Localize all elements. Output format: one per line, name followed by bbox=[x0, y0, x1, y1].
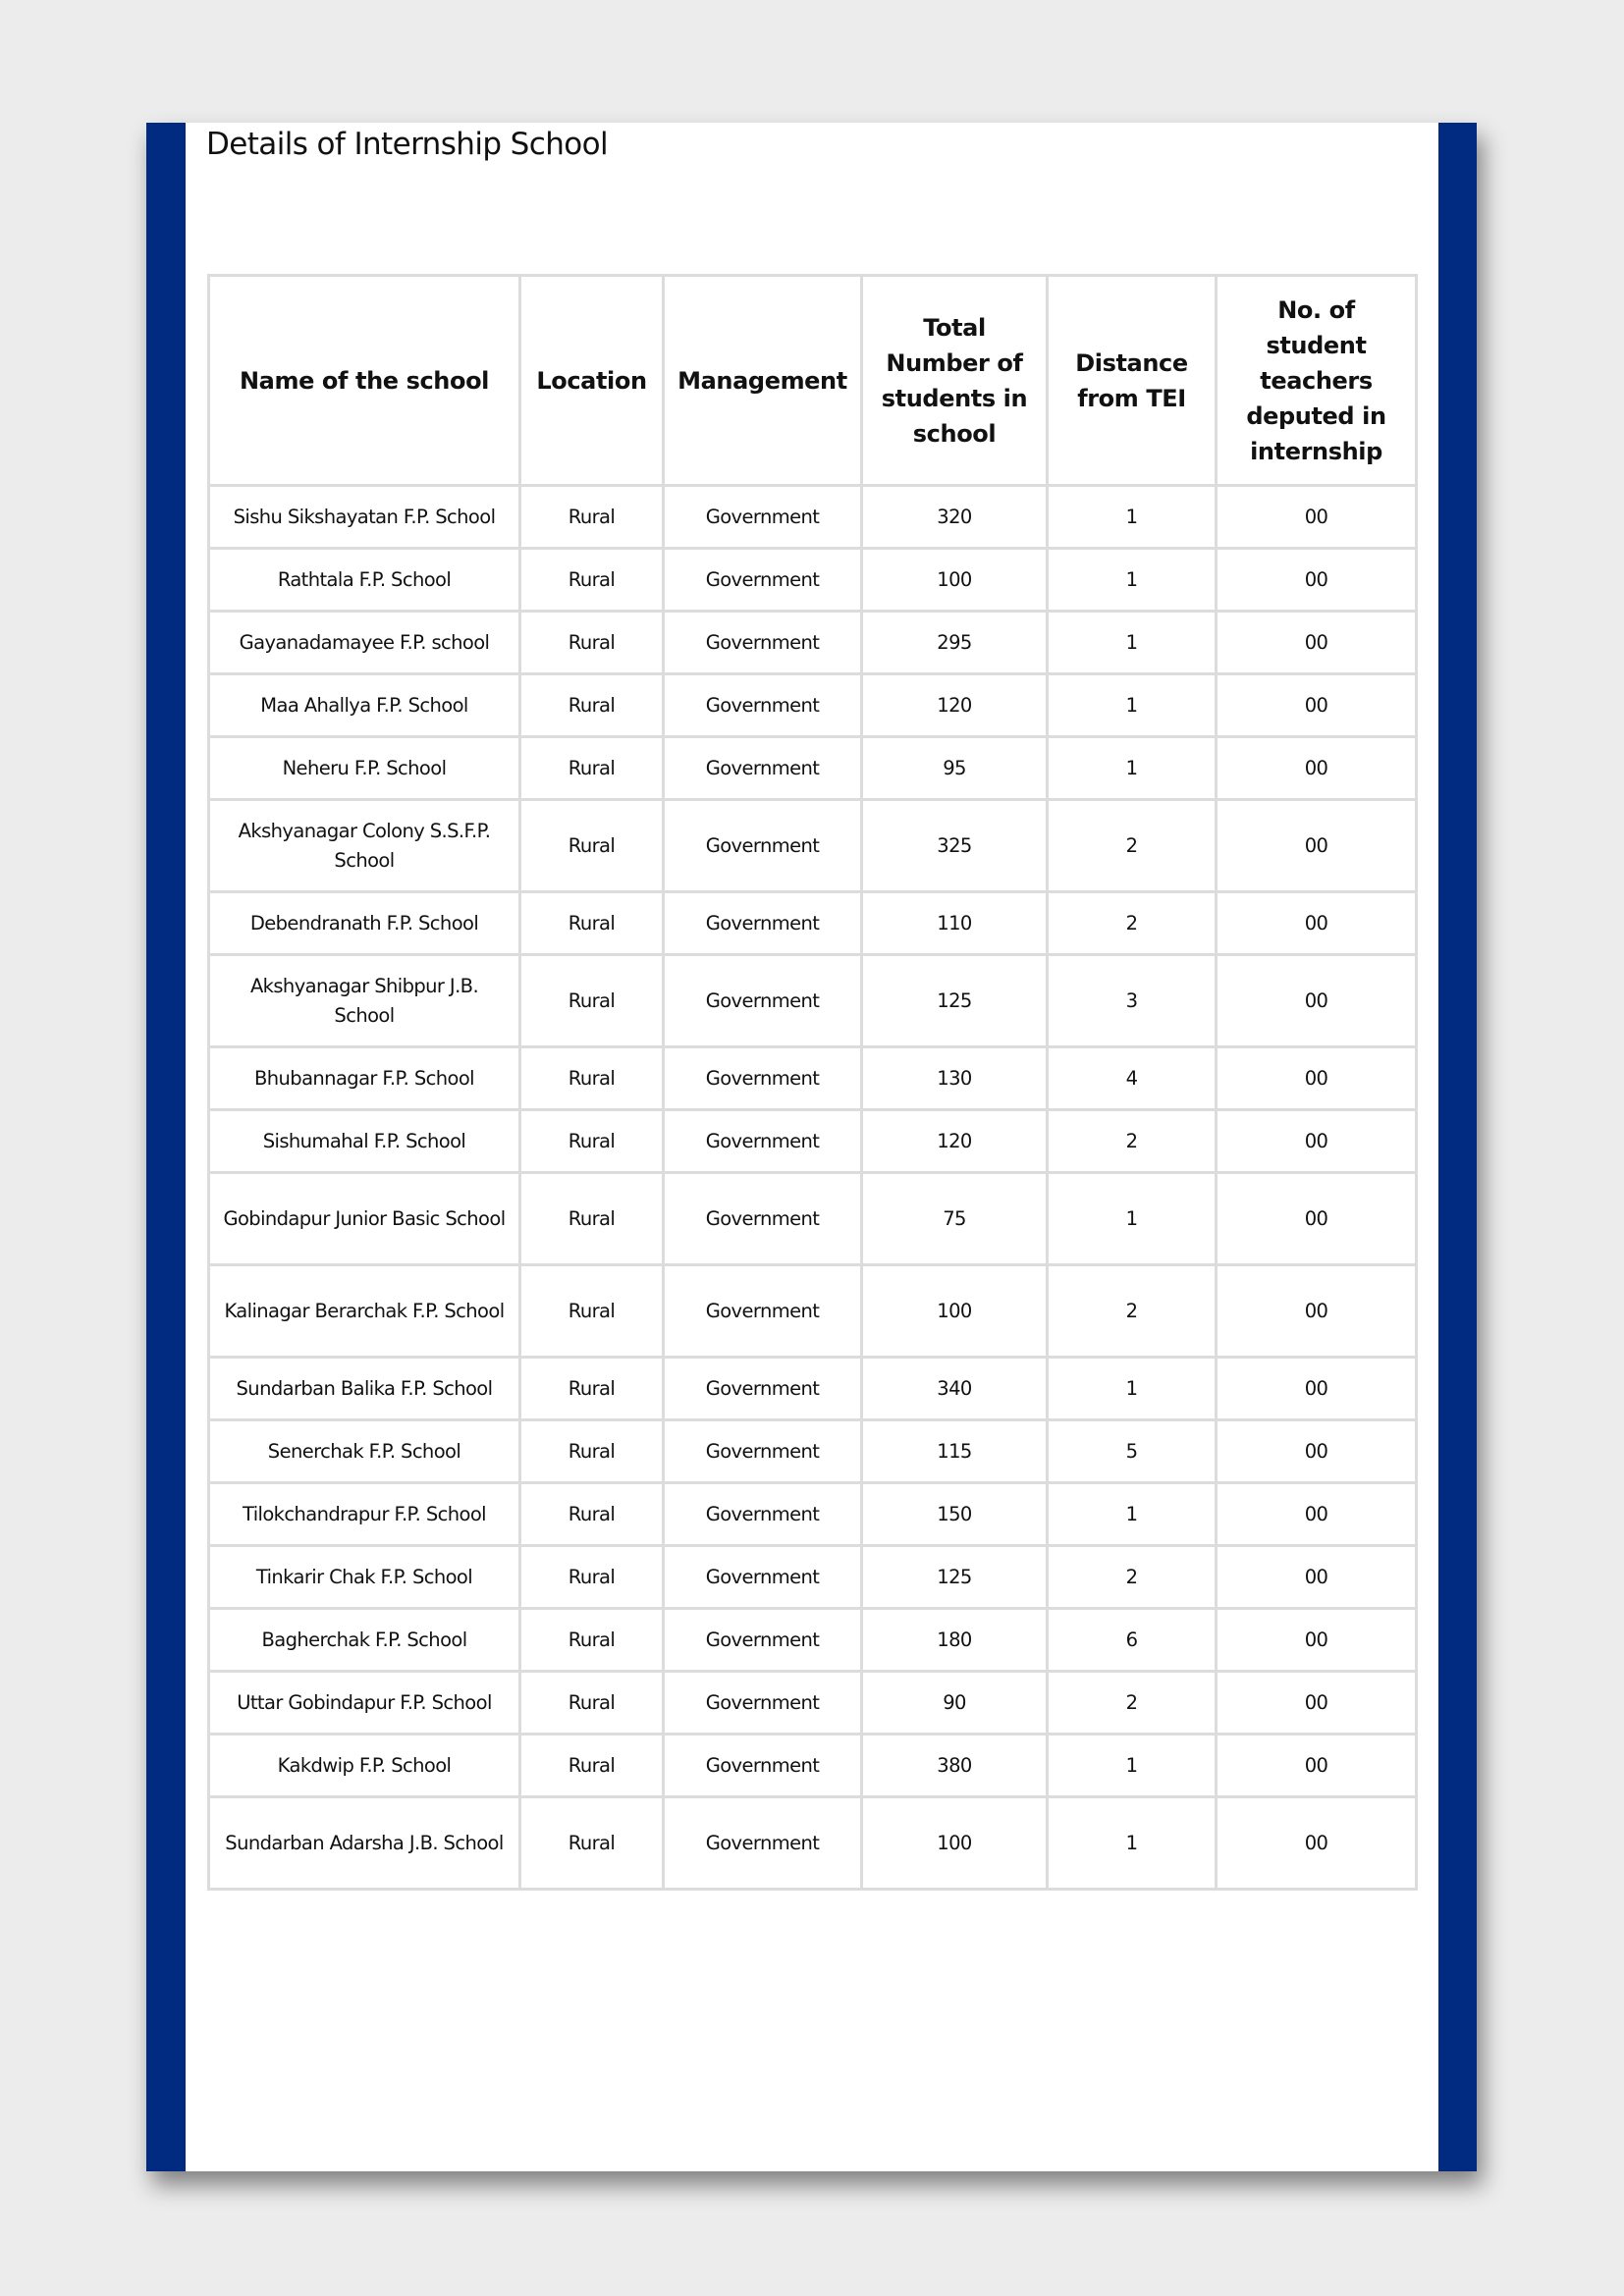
cell-location: Rural bbox=[520, 737, 664, 800]
cell-location: Rural bbox=[520, 1609, 664, 1672]
cell-location: Rural bbox=[520, 800, 664, 892]
header-deputed: No. of student teachers deputed in internship bbox=[1217, 276, 1417, 486]
header-location: Location bbox=[520, 276, 664, 486]
table-row bbox=[209, 486, 1417, 549]
cell-deputed: 00 bbox=[1217, 1672, 1417, 1735]
cell-total-students: 100 bbox=[862, 549, 1048, 612]
cell-distance: 2 bbox=[1048, 892, 1217, 955]
cell-management: Government bbox=[664, 486, 862, 549]
cell-total-students: 130 bbox=[862, 1047, 1048, 1110]
table-row bbox=[209, 1110, 1417, 1173]
cell-distance: 3 bbox=[1048, 955, 1217, 1047]
cell-school-name: Maa Ahallya F.P. School bbox=[209, 674, 520, 737]
cell-total-students: 120 bbox=[862, 674, 1048, 737]
cell-total-students: 150 bbox=[862, 1483, 1048, 1546]
table-row bbox=[209, 612, 1417, 674]
cell-distance: 6 bbox=[1048, 1609, 1217, 1672]
cell-management: Government bbox=[664, 892, 862, 955]
cell-total-students: 295 bbox=[862, 612, 1048, 674]
cell-management: Government bbox=[664, 1110, 862, 1173]
cell-school-name: Sishu Sikshayatan F.P. School bbox=[209, 486, 520, 549]
cell-deputed: 00 bbox=[1217, 1420, 1417, 1483]
cell-total-students: 340 bbox=[862, 1358, 1048, 1420]
cell-location: Rural bbox=[520, 1672, 664, 1735]
cell-management: Government bbox=[664, 1609, 862, 1672]
cell-total-students: 380 bbox=[862, 1735, 1048, 1797]
cell-total-students: 75 bbox=[862, 1173, 1048, 1265]
table-row bbox=[209, 549, 1417, 612]
cell-distance: 5 bbox=[1048, 1420, 1217, 1483]
cell-school-name: Neheru F.P. School bbox=[209, 737, 520, 800]
left-side-bar bbox=[146, 123, 186, 2171]
cell-management: Government bbox=[664, 1358, 862, 1420]
table-row bbox=[209, 1420, 1417, 1483]
cell-deputed: 00 bbox=[1217, 1265, 1417, 1358]
right-side-bar bbox=[1438, 123, 1477, 2171]
cell-school-name: Debendranath F.P. School bbox=[209, 892, 520, 955]
cell-distance: 2 bbox=[1048, 800, 1217, 892]
cell-school-name: Tilokchandrapur F.P. School bbox=[209, 1483, 520, 1546]
cell-location: Rural bbox=[520, 892, 664, 955]
cell-distance: 1 bbox=[1048, 737, 1217, 800]
table-row bbox=[209, 1672, 1417, 1735]
cell-management: Government bbox=[664, 1672, 862, 1735]
cell-school-name: Sishumahal F.P. School bbox=[209, 1110, 520, 1173]
cell-school-name: Bhubannagar F.P. School bbox=[209, 1047, 520, 1110]
cell-deputed: 00 bbox=[1217, 1735, 1417, 1797]
table-row bbox=[209, 1609, 1417, 1672]
cell-school-name: Uttar Gobindapur F.P. School bbox=[209, 1672, 520, 1735]
cell-management: Government bbox=[664, 674, 862, 737]
cell-total-students: 100 bbox=[862, 1797, 1048, 1890]
cell-location: Rural bbox=[520, 612, 664, 674]
cell-deputed: 00 bbox=[1217, 486, 1417, 549]
cell-management: Government bbox=[664, 612, 862, 674]
header-school-name: Name of the school bbox=[209, 276, 520, 486]
cell-management: Government bbox=[664, 955, 862, 1047]
cell-total-students: 110 bbox=[862, 892, 1048, 955]
cell-location: Rural bbox=[520, 1047, 664, 1110]
cell-location: Rural bbox=[520, 1797, 664, 1890]
table-row bbox=[209, 1173, 1417, 1265]
cell-deputed: 00 bbox=[1217, 892, 1417, 955]
cell-management: Government bbox=[664, 1546, 862, 1609]
cell-distance: 1 bbox=[1048, 486, 1217, 549]
cell-location: Rural bbox=[520, 486, 664, 549]
cell-distance: 2 bbox=[1048, 1672, 1217, 1735]
cell-deputed: 00 bbox=[1217, 1483, 1417, 1546]
table-row bbox=[209, 1546, 1417, 1609]
cell-school-name: Gobindapur Junior Basic School bbox=[209, 1173, 520, 1265]
cell-school-name: Tinkarir Chak F.P. School bbox=[209, 1546, 520, 1609]
cell-distance: 1 bbox=[1048, 1358, 1217, 1420]
cell-total-students: 95 bbox=[862, 737, 1048, 800]
cell-distance: 1 bbox=[1048, 674, 1217, 737]
cell-distance: 1 bbox=[1048, 549, 1217, 612]
table-row bbox=[209, 1265, 1417, 1358]
table-row bbox=[209, 1735, 1417, 1797]
cell-deputed: 00 bbox=[1217, 549, 1417, 612]
cell-deputed: 00 bbox=[1217, 1609, 1417, 1672]
table-row bbox=[209, 1797, 1417, 1890]
cell-management: Government bbox=[664, 1483, 862, 1546]
cell-deputed: 00 bbox=[1217, 1546, 1417, 1609]
cell-school-name: Akshyanagar Colony S.S.F.P. School bbox=[209, 800, 520, 892]
cell-distance: 1 bbox=[1048, 1797, 1217, 1890]
table-header-row bbox=[209, 276, 1417, 486]
cell-school-name: Kalinagar Berarchak F.P. School bbox=[209, 1265, 520, 1358]
cell-management: Government bbox=[664, 1047, 862, 1110]
table-row bbox=[209, 892, 1417, 955]
cell-location: Rural bbox=[520, 1483, 664, 1546]
document-page bbox=[146, 123, 1477, 2171]
cell-deputed: 00 bbox=[1217, 1110, 1417, 1173]
table-row bbox=[209, 737, 1417, 800]
cell-management: Government bbox=[664, 1735, 862, 1797]
cell-school-name: Sundarban Balika F.P. School bbox=[209, 1358, 520, 1420]
cell-total-students: 120 bbox=[862, 1110, 1048, 1173]
cell-location: Rural bbox=[520, 1420, 664, 1483]
cell-deputed: 00 bbox=[1217, 612, 1417, 674]
cell-location: Rural bbox=[520, 1735, 664, 1797]
cell-total-students: 90 bbox=[862, 1672, 1048, 1735]
table-row bbox=[209, 800, 1417, 892]
cell-management: Government bbox=[664, 800, 862, 892]
cell-deputed: 00 bbox=[1217, 1358, 1417, 1420]
table-row bbox=[209, 955, 1417, 1047]
cell-total-students: 180 bbox=[862, 1609, 1048, 1672]
cell-distance: 1 bbox=[1048, 1483, 1217, 1546]
cell-management: Government bbox=[664, 549, 862, 612]
cell-deputed: 00 bbox=[1217, 737, 1417, 800]
cell-total-students: 325 bbox=[862, 800, 1048, 892]
cell-location: Rural bbox=[520, 955, 664, 1047]
cell-management: Government bbox=[664, 1173, 862, 1265]
cell-deputed: 00 bbox=[1217, 1797, 1417, 1890]
cell-total-students: 100 bbox=[862, 1265, 1048, 1358]
cell-location: Rural bbox=[520, 1173, 664, 1265]
header-distance: Distance from TEI bbox=[1048, 276, 1217, 486]
cell-distance: 1 bbox=[1048, 1173, 1217, 1265]
cell-distance: 2 bbox=[1048, 1110, 1217, 1173]
cell-management: Government bbox=[664, 737, 862, 800]
cell-school-name: Gayanadamayee F.P. school bbox=[209, 612, 520, 674]
cell-distance: 2 bbox=[1048, 1546, 1217, 1609]
cell-deputed: 00 bbox=[1217, 1173, 1417, 1265]
cell-distance: 1 bbox=[1048, 612, 1217, 674]
cell-management: Government bbox=[664, 1265, 862, 1358]
header-total-students: Total Number of students in school bbox=[862, 276, 1048, 486]
cell-total-students: 125 bbox=[862, 1546, 1048, 1609]
cell-school-name: Senerchak F.P. School bbox=[209, 1420, 520, 1483]
cell-deputed: 00 bbox=[1217, 1047, 1417, 1110]
cell-deputed: 00 bbox=[1217, 674, 1417, 737]
cell-distance: 2 bbox=[1048, 1265, 1217, 1358]
cell-school-name: Akshyanagar Shibpur J.B. School bbox=[209, 955, 520, 1047]
table-row bbox=[209, 674, 1417, 737]
cell-location: Rural bbox=[520, 549, 664, 612]
cell-school-name: Bagherchak F.P. School bbox=[209, 1609, 520, 1672]
cell-management: Government bbox=[664, 1420, 862, 1483]
internship-schools-table bbox=[207, 274, 1418, 1891]
cell-deputed: 00 bbox=[1217, 955, 1417, 1047]
cell-total-students: 125 bbox=[862, 955, 1048, 1047]
cell-location: Rural bbox=[520, 1110, 664, 1173]
cell-total-students: 320 bbox=[862, 486, 1048, 549]
cell-total-students: 115 bbox=[862, 1420, 1048, 1483]
cell-distance: 4 bbox=[1048, 1047, 1217, 1110]
cell-location: Rural bbox=[520, 1265, 664, 1358]
cell-distance: 1 bbox=[1048, 1735, 1217, 1797]
page-title: Details of Internship School bbox=[206, 127, 608, 162]
header-management: Management bbox=[664, 276, 862, 486]
table-row bbox=[209, 1358, 1417, 1420]
table-row bbox=[209, 1047, 1417, 1110]
cell-location: Rural bbox=[520, 1358, 664, 1420]
table-row bbox=[209, 1483, 1417, 1546]
cell-school-name: Rathtala F.P. School bbox=[209, 549, 520, 612]
cell-management: Government bbox=[664, 1797, 862, 1890]
cell-deputed: 00 bbox=[1217, 800, 1417, 892]
cell-school-name: Kakdwip F.P. School bbox=[209, 1735, 520, 1797]
cell-location: Rural bbox=[520, 674, 664, 737]
cell-school-name: Sundarban Adarsha J.B. School bbox=[209, 1797, 520, 1890]
cell-location: Rural bbox=[520, 1546, 664, 1609]
